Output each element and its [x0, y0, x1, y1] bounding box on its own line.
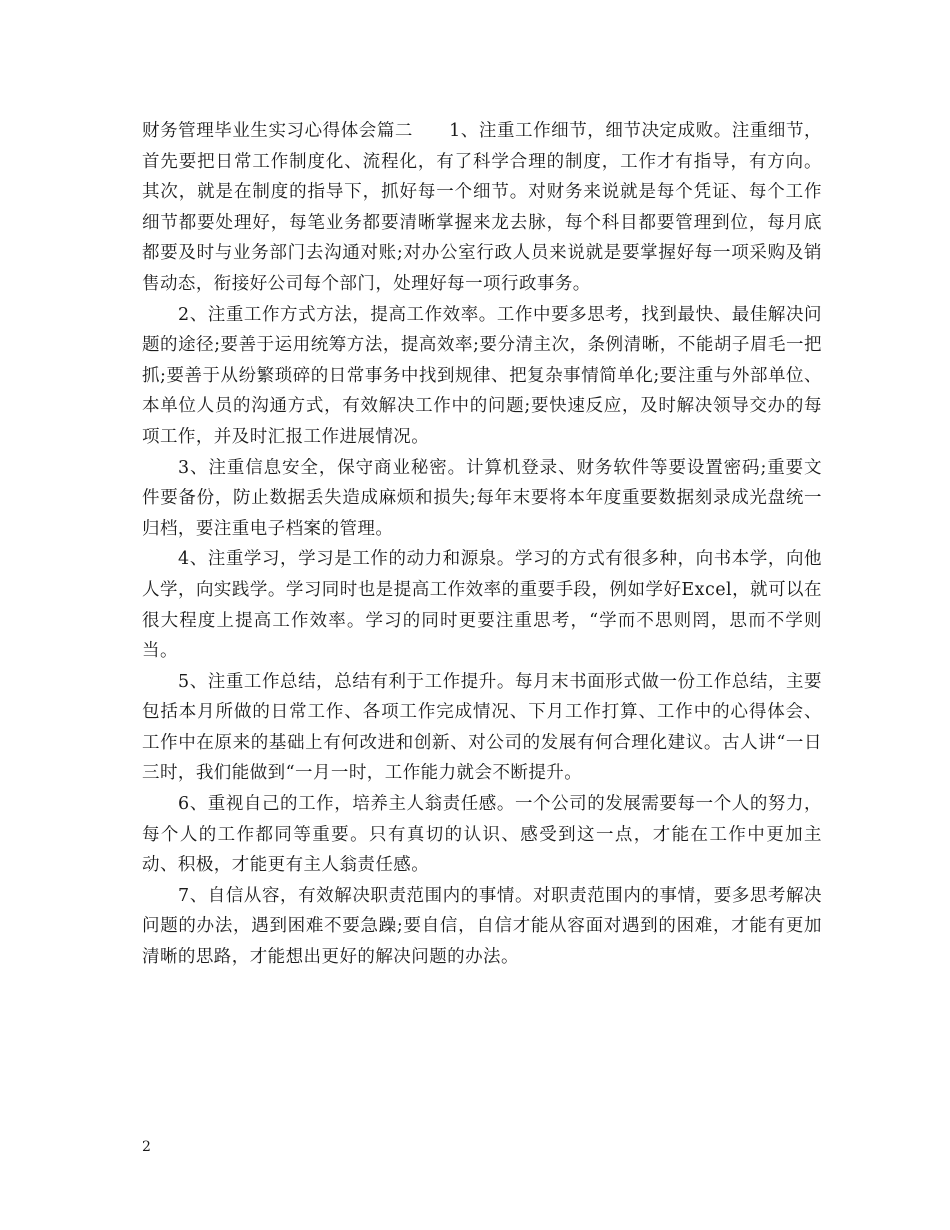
paragraph-1: 财务管理毕业生实习心得体会篇二 1、注重工作细节，细节决定成败。注重细节，首先要把日常工作制度化、流程化，有了科学合理的制度，工作才有指导，有方向。其次，就是在制度的指导下，抓好每一个细节。对财务来说就是每个凭证、每个工作细节都要处理好，每笔业务都要清晰掌握来龙去脉，每个科目都要管理到位，每月底都要及时与业务部门去沟通对账;对办公室行政人员来说就是要掌握好每一项采购及销售动态，衔接好公司每个部门，处理好每一项行政事务。	[142, 121, 822, 294]
page-number: 2	[142, 1139, 151, 1155]
document-body	[142, 116, 822, 973]
paragraph-7: 7、自信从容，有效解决职责范围内的事情。对职责范围内的事情，要多思考解决问题的办法，遇到困难不要急躁;要自信，自信才能从容面对遇到的困难，才能有更加清晰的思路，才能想出更好的解决问题的办法。	[142, 885, 822, 968]
paragraph-6: 6、重视自己的工作，培养主人翁责任感。一个公司的发展需要每一个人的努力，每个人的工作都同等重要。只有真切的认识、感受到这一点，才能在工作中更加主动、积极，才能更有主人翁责任感。	[142, 794, 822, 876]
paragraph-2: 2、注重工作方式方法，提高工作效率。工作中要多思考，找到最快、最佳解决问题的途径;要善于运用统筹方法，提高效率;要分清主次，条例清晰，不能胡子眉毛一把抓;要善于从纷繁琐碎的日常事务中找到规律、把复杂事情简单化;要注重与外部单位、本单位人员的沟通方式，有效解决工作中的问题;要快速反应，及时解决领导交办的每项工作，并及时汇报工作进展情况。	[142, 304, 822, 447]
paragraph-3: 3、注重信息安全，保守商业秘密。计算机登录、财务软件等要设置密码;重要文件要备份，防止数据丢失造成麻烦和损失;每年末要将本年度重要数据刻录成光盘统一归档，要注重电子档案的管理。	[142, 457, 822, 539]
paragraph-4: 4、注重学习，学习是工作的动力和源泉。学习的方式有很多种，向书本学，向他人学，向实践学。学习同时也是提高工作效率的重要手段，例如学好Excel，就可以在很大程度上提高工作效率。学习的同时更要注重思考，“学而不思则罔，思而不学则当。	[142, 549, 822, 662]
paragraph-5: 5、注重工作总结，总结有利于工作提升。每月末书面形式做一份工作总结，主要包括本月所做的日常工作、各项工作完成情况、下月工作打算、工作中的心得体会、工作中在原来的基础上有何改进和创新、对公司的发展有何合理化建议。古人讲“一日三时，我们能做到“一月一时，工作能力就会不断提升。	[142, 671, 822, 784]
